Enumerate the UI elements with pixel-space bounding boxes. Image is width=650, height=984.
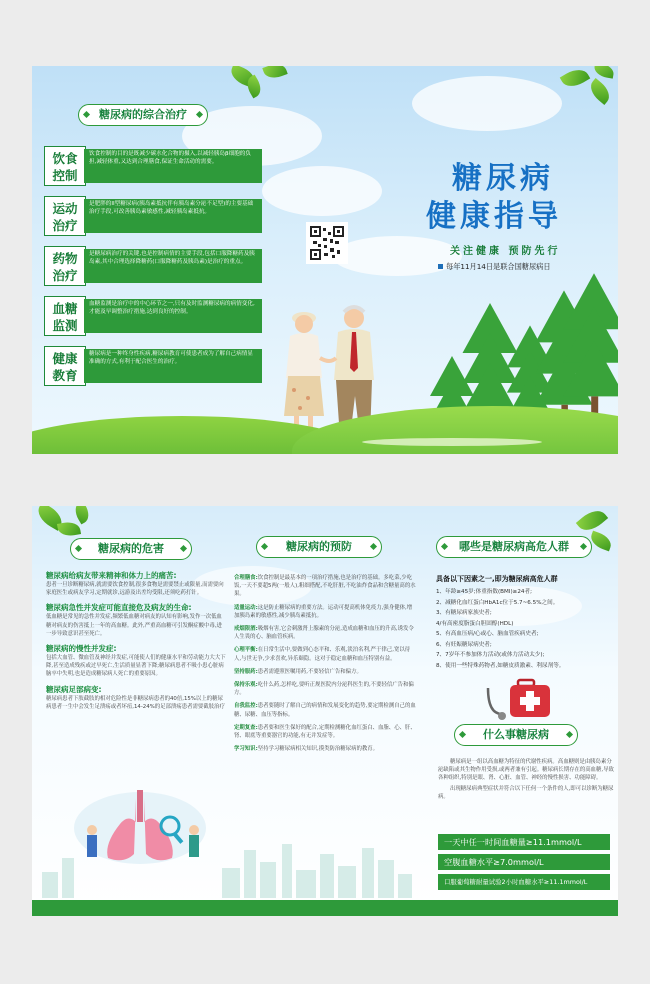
slogan: 关注健康 预防先行 bbox=[450, 246, 561, 257]
treatment-text: 血糖监测是治疗中的中心环节之一,只有及时监测糖尿病的病情变化,才能及早调整治疗措施,达到良好的控制。 bbox=[84, 299, 262, 333]
prevention-item: 适量运动:这是防止糖尿病的重要方法。运动可提高机体免疫力,强身健体,增加胰岛素的敏感性,减少胰岛素抵抗。 bbox=[234, 604, 413, 619]
diagnosis-text: 出现糖尿病典型症状并符合以下任何一个条件的人,即可以诊断为糖尿病。 bbox=[438, 785, 614, 800]
risk-intro: 具备以下因素之一,即为糖尿病高危人群 bbox=[436, 575, 558, 583]
risk-item: 1、年龄≥45岁;体重指数(BMI)≥24者; bbox=[436, 589, 532, 595]
leaf-decoration bbox=[262, 66, 287, 81]
risk-item: 8、使用一些特殊药物者,如糖皮质激素、利尿剂等。 bbox=[436, 662, 565, 669]
leaf-decoration bbox=[57, 520, 81, 538]
risk-item: 3、有糖尿病家族史者; bbox=[436, 610, 492, 616]
prevention-item: 自我监控:患者要随时了解自己的病情和发展变化的趋势,要定期检测自己的血糖、尿糖、血压等指标。 bbox=[234, 703, 416, 718]
risk-section-title: 哪些是糖尿病高危人群 bbox=[436, 536, 592, 558]
what-is-diabetes-content bbox=[438, 758, 616, 801]
date-note: 每年11月14日是联合国糖尿病日 bbox=[438, 262, 551, 272]
prevention-item: 戒烟限酒:吸烟有害,它会刺激肾上腺素的分泌,造成血糖和血压的升高,诱发令人生畏的心、脑血管疾病。 bbox=[234, 626, 414, 641]
risk-item: 2、减糖化血红蛋白HbA1c位于5.7~6.5%之间。 bbox=[436, 599, 559, 606]
cover-panel bbox=[32, 66, 618, 454]
harm-heading: 糖尿病急性并发症可能直接危及病友的生命: bbox=[46, 603, 192, 613]
medical-kit-icon bbox=[484, 674, 564, 722]
leaf-decoration bbox=[71, 506, 92, 524]
treatment-text: 糖尿病是一种终身性疾病,糖尿病教育可使患者成为了解自己病情显准确的方式,有利于配合医生的治疗。 bbox=[84, 349, 262, 383]
treatment-label: 血糖 监测 bbox=[44, 296, 86, 336]
inner-panel bbox=[32, 506, 618, 916]
cloud bbox=[412, 76, 562, 131]
prevention-item: 保持乐观:吃什么药,怎样吃,要听正规医院内分泌科医生的,不要轻信广告和偏方。 bbox=[234, 682, 414, 697]
path bbox=[362, 438, 542, 446]
harm-heading: 糖尿病足部病变: bbox=[46, 684, 102, 694]
criteria-bar: 口服葡萄糖耐量试验2小时血糖水平≥11.1mmol/L bbox=[438, 874, 610, 890]
cloud bbox=[262, 166, 382, 216]
harm-text: 糖尿病患者下肢截肢的相对危险性是非糖尿病患者的40倍,15%以上的糖尿病患者一生中会发生足溃疡或者坏疽,14-24%的足部溃疡患者需要截肢治疗 bbox=[46, 695, 225, 710]
harm-text: 低血糖是常见的急性并发症,频繁低血糖对病友的认知有影响,发作一次低血糖对病友的伤害抵上一年的高血糖。此外,严重高血糖可引发酮症酸中毒,进一步导致意识甚至死亡。 bbox=[46, 614, 222, 637]
risk-item: 7、7岁年不参加体力活动(或体力活动太少); bbox=[436, 652, 545, 658]
leaf-decoration bbox=[588, 531, 613, 552]
harm-heading: 糖尿病的慢性并发症: bbox=[46, 644, 117, 654]
treatment-item-medication bbox=[44, 246, 255, 286]
risk-item: 6、有妊娠糖尿病史者; bbox=[436, 641, 492, 648]
harm-text: 患者一旦诊断糖尿病,就需要饮食控制,很多食物是需要禁止或限量,而需要向家庭医生或病友学习,定期就诊,远游及出差均受限,还须吃药打针。 bbox=[46, 582, 224, 597]
tree-illustration bbox=[563, 273, 618, 419]
criteria-bar: 一天中任一时间血糖量≥11.1mmol/L bbox=[438, 834, 610, 850]
risk-content bbox=[436, 574, 616, 671]
treatment-item-glucose-monitoring bbox=[44, 296, 255, 336]
risk-item: 4/有高密度脂蛋白胆固醇(HDL) bbox=[436, 620, 514, 627]
main-title bbox=[426, 160, 562, 236]
prevention-item: 学习知识:坚持学习糖尿病相关知识,摸类防治糖尿病的教育。 bbox=[234, 746, 379, 753]
leaf-decoration bbox=[560, 66, 591, 91]
title-line-2: 健康指导 bbox=[426, 199, 562, 234]
harm-content bbox=[46, 570, 226, 711]
treatment-label: 运动 治疗 bbox=[44, 196, 86, 236]
title-line-1: 糖尿病 bbox=[452, 161, 554, 196]
treatment-text: 是肥胖的II型糖尿病(胰岛素抵抗伴有胰岛素分泌不足型)的主要基础治疗手段,可改善胰岛素敏感性,减轻胰岛素抵抗。 bbox=[84, 199, 262, 233]
harm-heading: 糖尿病给病友带来精神和体力上的痛苦: bbox=[46, 571, 177, 580]
risk-item: 5、有高血压病/心或心、脑血管疾病史者; bbox=[436, 631, 539, 637]
treatment-item-exercise bbox=[44, 196, 254, 236]
treatment-label: 健康 教育 bbox=[44, 346, 86, 386]
treatment-text: 饮食控制的目的是既减少碳水化合物的摄入,以减轻胰岛β细胞的负担,减轻体重,又达到合理膳食,保证生命活动的需要。 bbox=[84, 149, 262, 183]
prevention-item: 定期复查:患者要和医生保好的配合,定期检测糖化血红蛋白、血脂、心、肝、肾、眼底等重要器官的功能,有无并发症等。 bbox=[234, 724, 416, 740]
treatment-label: 药物 治疗 bbox=[44, 246, 86, 286]
prevention-item: 心理平衡:在日常生活中,要做到心态平和、乐观,淡泊名利,严于律己,宽以待人,与世无争,少求喜欢,异乐颐隐。这对于稳定血糖和血压特别有益。 bbox=[234, 647, 411, 662]
harm-section-title: 糖尿病的危害 bbox=[70, 538, 192, 560]
prevention-content bbox=[234, 574, 418, 753]
definition-text: 糖尿病是一组以高血糖为特征的代谢性疾病。高血糖则是由胰岛素分泌缺陷或其生物作用受损,或两者兼有引起。糖尿病长期存在的高血糖,导致各种组织,特别是眼、肾、心脏、血管、神经的慢性损害、功能障碍。 bbox=[438, 759, 614, 782]
treatment-item-health-education bbox=[44, 346, 253, 386]
bullet-square-icon bbox=[438, 264, 443, 269]
leaf-decoration bbox=[586, 78, 614, 105]
leaf-decoration bbox=[593, 66, 615, 79]
treatment-label: 饮食 控制 bbox=[44, 146, 86, 186]
prevention-item: 合理膳食:饮食控制是最基本的一项治疗措施,也是治疗的基础。多吃菜,少吃饭,一天不要超5两(一般人),粗细搭配,不吃肝脏,不吃油炸食品和含糖量高的水果。 bbox=[234, 575, 416, 598]
treatment-text: 是糖尿病治疗的关键,也是控制病情的主要手段,包括口服降糖药及胰岛素,其中合理选择降糖药(口服降糖药及胰岛素)是治疗的重点。 bbox=[84, 249, 262, 283]
treatment-section-title: 糖尿病的综合治疗 bbox=[78, 104, 208, 126]
prevention-section-title: 糖尿病的预防 bbox=[256, 536, 382, 558]
harm-text: 包括大血管、微血管及神经并发症,可能使人们的健康水平和劳动能力大大下降,甚至造成残疾或过早死亡,生活质量显著下降;糖尿病患者不吸小患心脏病脑卒中失明,也是造成糖尿病人死亡的重要原因。 bbox=[46, 655, 226, 678]
prevention-item: 坚持服药:患者需遵照医嘱用药,不要轻信广告和偏方。 bbox=[234, 668, 362, 675]
criteria-bar: 空腹血糖水平≥7.0mmol/L bbox=[438, 854, 610, 870]
what-is-diabetes-title: 什么事糖尿病 bbox=[454, 724, 578, 746]
footer-bar bbox=[32, 900, 618, 916]
qr-code bbox=[306, 222, 348, 264]
treatment-item-diet bbox=[44, 146, 251, 186]
